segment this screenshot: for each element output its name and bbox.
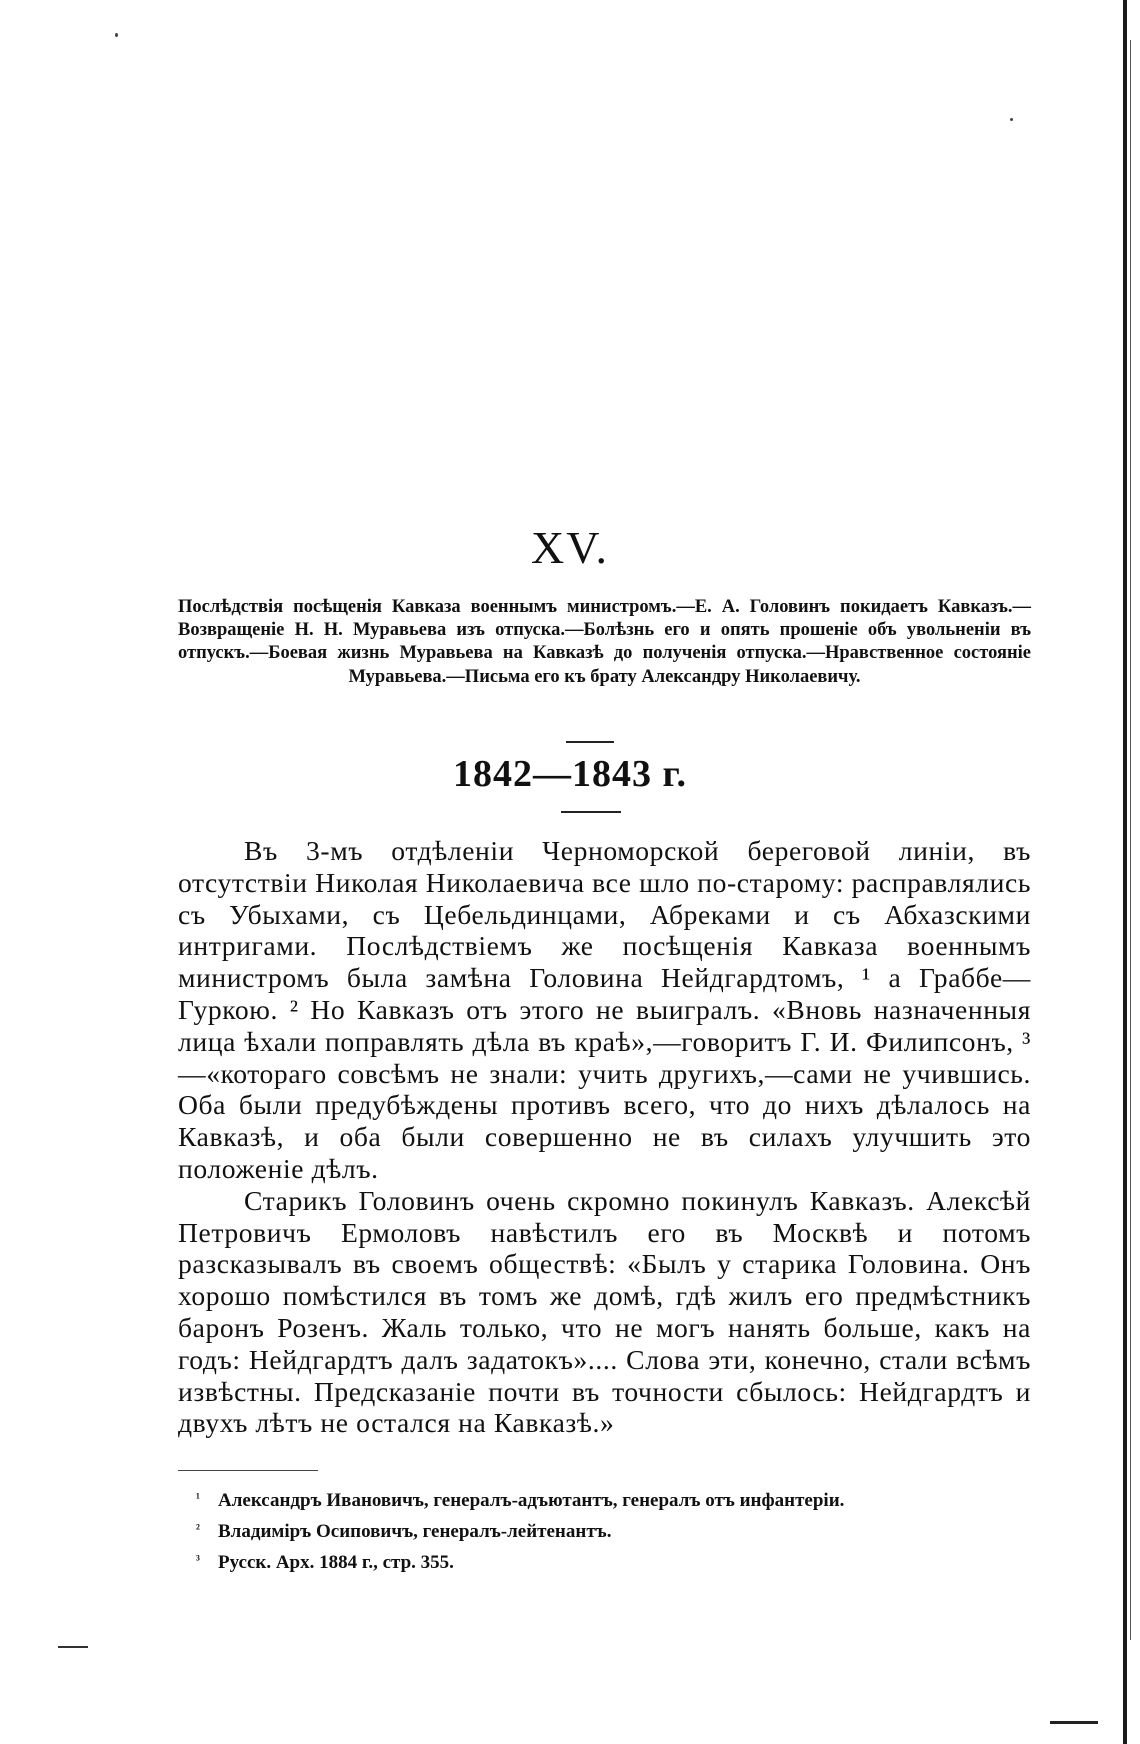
scan-corner-mark [1050,1721,1098,1724]
paragraph: Въ 3-мъ отдѣленіи Черноморской береговой линіи, въ отсутствіи Николая Николаевича все шло по-старому: расправлялись съ Убыхами, съ Цебельдинцами, Абреками и съ Абхазскими интригами. Послѣдствіемъ же посѣщенія Кавказа военнымъ министромъ была замѣна Головина Нейдгардтомъ, ¹ а Граббе—Гуркою. ² Но Кавказъ отъ этого не выигралъ. «Вновь назначенныя лица ѣхали поправлять дѣла въ краѣ»,—говоритъ Г. И. Филипсонъ, ³—«котораго совсѣмъ не знали: учить другихъ,—сами не учившись. Оба были предубѣждены противъ всего, что до нихъ дѣлалось на Кавказѣ, и оба были совершенно не въ силахъ улучшить это положеніе дѣлъ. [178,835,1032,1184]
scan-speck [115,33,118,37]
footnote [196,1515,996,1546]
footnote-text: Владиміръ Осиповичъ, генералъ-лейтенантъ. [218,1521,612,1542]
footnote-marker: ² [196,1521,200,1536]
divider-bottom [561,811,621,813]
body-text [178,835,1031,1439]
scan-margin-mark [58,1646,88,1648]
footnote-marker: ³ [196,1552,200,1567]
chapter-summary: Послѣдствія посѣщенія Кавказа военнымъ министромъ.—Е. А. Головинъ покидаетъ Кавказъ.—Возвращеніе Н. Н. Муравьева изъ отпуска.—Болѣзнь его и опять прошеніе объ увольненіи въ отпускъ.—Боевая жизнь Муравьева на Кавказѣ до полученія отпуска.—Нравственное состояніе Муравьева.—Письма его къ брату Александру Николаевичу. [178,597,1031,687]
footnote-rule [178,1470,318,1471]
footnote-text: Александръ Ивановичъ, генералъ-адъютантъ, генералъ отъ инфантеріи. [218,1490,845,1511]
footnote-text: Русск. Арх. 1884 г., стр. 355. [218,1552,454,1573]
date-heading: 1842—1843 г. [453,753,687,795]
scan-edge-line [1123,0,1127,1744]
scan-edge-line-thin [1130,40,1131,1640]
footnote [196,1546,996,1577]
scan-speck [1010,118,1013,121]
paragraph: Старикъ Головинъ очень скромно покинулъ Кавказъ. Алексѣй Петровичъ Ермоловъ навѣстилъ его въ Москвѣ и потомъ разсказывалъ въ своемъ обществѣ: «Былъ у старика Головина. Онъ хорошо помѣстился въ томъ же домѣ, гдѣ жилъ его предмѣстникъ баронъ Розенъ. Жаль только, что не могъ нанять больше, какъ на годъ: Нейдгардтъ далъ задатокъ».... Слова эти, конечно, стали всѣмъ извѣстны. Предсказаніе почти въ точности сбылось: Нейдгардтъ и двухъ лѣтъ не остался на Кавказѣ.» [178,1184,1031,1439]
footnote-marker: ¹ [196,1490,200,1505]
footnote [196,1484,996,1515]
chapter-number: XV. [530,522,609,573]
footnotes [196,1484,996,1577]
divider-top [566,741,614,743]
